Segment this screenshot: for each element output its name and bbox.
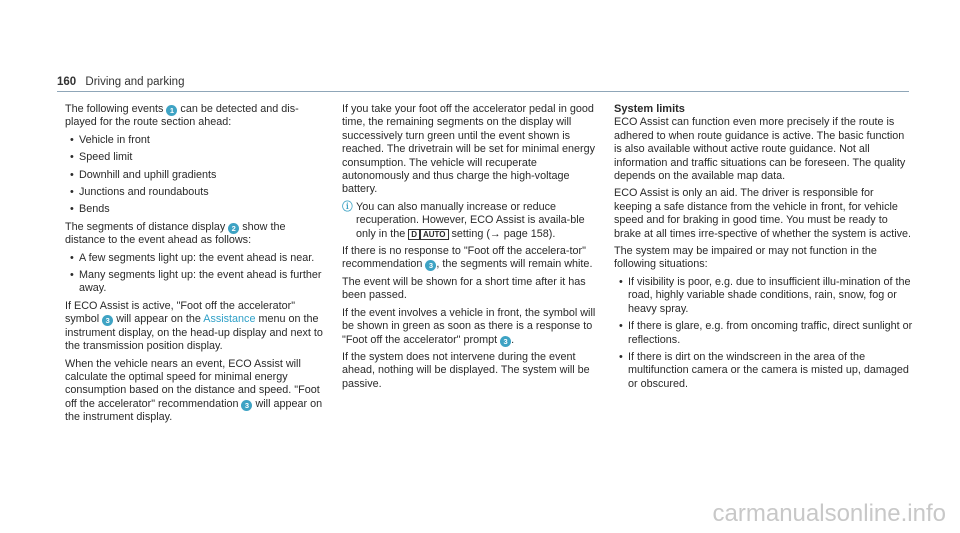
list-item: • Downhill and uphill gradients: [70, 168, 217, 181]
page-header: [57, 76, 184, 88]
passive-paragraph: If the system does not intervene during the event ahead, nothing will be displayed. The system will be passive.: [342, 350, 590, 390]
foot-off-paragraph: If you take your foot off the accelerator pedal in good time, the remaining segments on the display will successively turn green until the event shown is reached. The drivetrain will be set for minimal energy consumption. The vehicle will recuperate autonomously and thus charge the high-voltage battery.: [342, 103, 596, 196]
vehicle-in-front-paragraph: If the event involves a vehicle in front, the symbol will be shown in green as soon as there is a response to "Foot off the accelerator" prompt 3 .: [342, 306, 596, 346]
segment-cases-list: [65, 252, 325, 296]
events-list: [65, 134, 325, 217]
list-item: • A few segments light up: the event ahead is near.: [70, 251, 315, 264]
limits-paragraph-1: ECO Assist can function even more precisely if the route is adhered to when route guidance is active. The basic function is also available without active route guidance. Not all information and traffic situations can be foreseen. The quality depends on the available map data.: [614, 116, 906, 183]
column-3: [614, 103, 914, 395]
event-nears-paragraph: When the vehicle nears an event, ECO Assist will calculate the optimal speed for minimal energy consumption based on the distance and speed. "Foot off the accelerator" recommendation 3 will appear on the instrument display.: [65, 357, 323, 424]
page-number: 160: [57, 76, 77, 88]
list-item: • Junctions and roundabouts: [70, 186, 209, 199]
header-rule: [57, 91, 909, 92]
limits-paragraph-3: The system may be impaired or may not function in the following situations:: [614, 245, 877, 271]
list-item: • Bends: [70, 203, 110, 216]
list-item: • Speed limit: [70, 151, 133, 164]
column-2: [342, 103, 604, 395]
list-item: • If there is glare, e.g. from oncoming traffic, direct sunlight or reflections.: [619, 320, 913, 346]
limits-list: [614, 276, 914, 391]
info-icon: ⓘ: [342, 200, 353, 213]
callout-badge-3: 3: [425, 260, 436, 271]
list-item: • Vehicle in front: [70, 133, 150, 146]
d-button-icon: D: [408, 229, 420, 240]
auto-button-icon: AUTO: [420, 229, 449, 240]
list-item: • If visibility is poor, e.g. due to insufficient illu-mination of the road, highly variable shade conditions, rain, snow, fog or heavy spray.: [619, 275, 911, 315]
watermark: carmanualsonline.info: [712, 500, 946, 527]
list-item: • If there is dirt on the windscreen in the area of the multifunction camera or the camera is misted up, damaged or obscured.: [619, 350, 909, 390]
segments-intro: The segments of distance display 2 show the distance to the event ahead as follows:: [65, 220, 286, 247]
section-title: Driving and parking: [85, 76, 185, 88]
eco-active-paragraph: If ECO Assist is active, "Foot off the accelerator" symbol 3 will appear on the Assistance menu on the instrument display, on the head-up display and next to the transmission position display.: [65, 299, 323, 353]
limits-paragraph-2: ECO Assist is only an aid. The driver is responsible for keeping a safe distance from the vehicle in front, for vehicle speed and for braking in good time. You must be ready to brake at all times irre-spective of whether the system is active.: [614, 187, 912, 240]
callout-badge-2: 2: [228, 223, 239, 234]
system-limits-heading: System limits: [614, 103, 685, 115]
callout-badge-3: 3: [500, 336, 511, 347]
column-1: [65, 103, 325, 429]
assistance-menu-link[interactable]: Assistance: [203, 313, 256, 326]
list-item: • Many segments light up: the event ahead is further away.: [70, 269, 322, 295]
callout-badge-3: 3: [241, 400, 252, 411]
events-intro: The following events 1 can be detected and dis-played for the route section ahead:: [65, 103, 299, 129]
callout-badge-3: 3: [102, 315, 113, 326]
info-note: ⓘ You can also manually increase or reduce recuperation. However, ECO Assist is availa-ble only in the D AUTO setting (→ page 158).: [342, 200, 585, 240]
callout-badge-1: 1: [166, 105, 177, 116]
event-passed-paragraph: The event will be shown for a short time after it has been passed.: [342, 275, 586, 302]
no-response-paragraph: If there is no response to "Foot off the accelera-tor" recommendation 3 , the segments will remain white.: [342, 245, 593, 271]
